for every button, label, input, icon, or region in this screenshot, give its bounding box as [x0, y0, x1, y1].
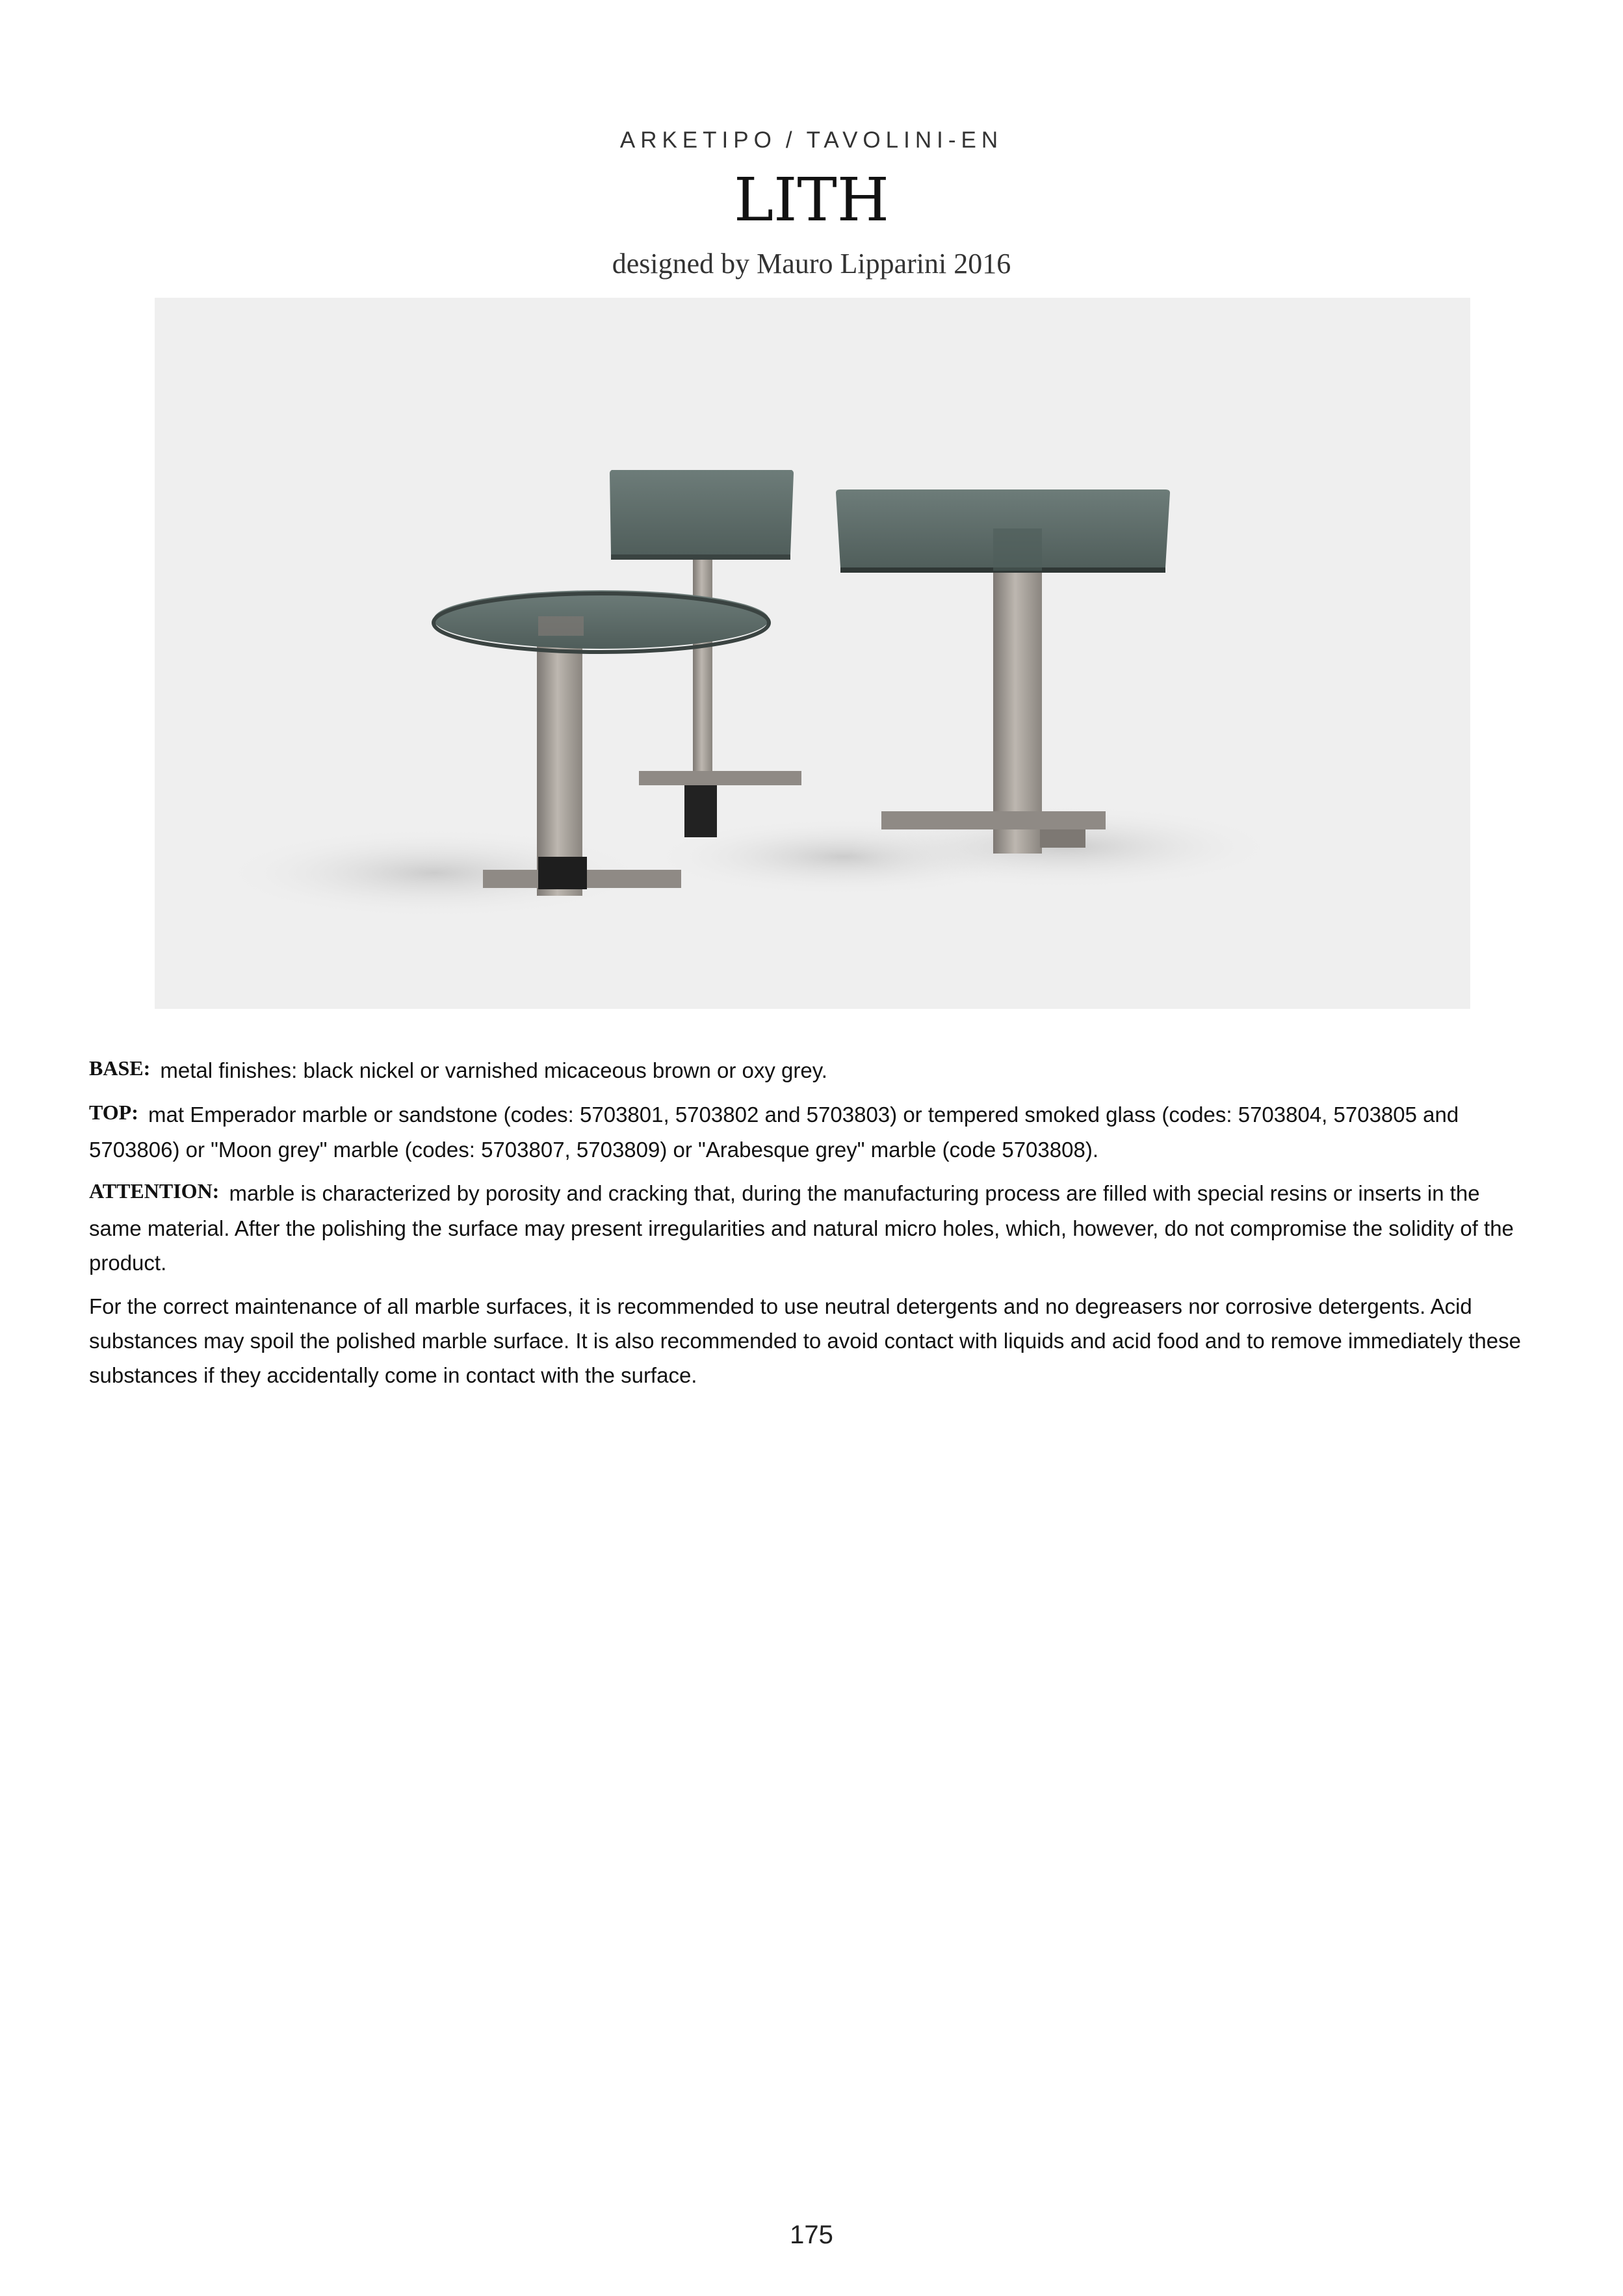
maintenance-paragraph: For the correct maintenance of all marble surfaces, it is recommended to use neutral detergents and no degreasers nor corrosive detergents. Acid substances may spoil the polished marble surface. It is also recommended to avoid contact with liquids and acid food and to remove immediately these substances if they accidentally come in contact with the surface. — [89, 1294, 1521, 1387]
attention-text: marble is characterized by porosity and cracking that, during the manufacturing process are filled with special resins or inserts in the same material. After the polishing the surface may present irregularities and natural micro holes, which, however, do not compromise the solidity of the product. — [89, 1181, 1514, 1275]
base-label: BASE: — [89, 1056, 151, 1080]
page-number: 175 — [790, 2221, 833, 2249]
coffee-tables-photo — [155, 298, 1470, 1009]
page-title: LITH — [733, 165, 890, 235]
top-paragraph — [89, 1097, 1532, 1167]
table-large — [836, 489, 1170, 854]
breadcrumb-category: TAVOLINI-EN — [806, 127, 1004, 153]
designer-credit: designed by Mauro Lipparini 2016 — [612, 248, 1011, 280]
product-description — [89, 1053, 1532, 1402]
attention-paragraph — [89, 1176, 1532, 1280]
top-label: TOP: — [89, 1101, 138, 1124]
table-medium — [610, 470, 801, 837]
base-paragraph — [89, 1053, 1532, 1088]
attention-label: ATTENTION: — [89, 1179, 220, 1203]
breadcrumb-brand: ARKETIPO — [619, 127, 777, 153]
breadcrumb-separator: / — [785, 127, 798, 153]
top-text: mat Emperador marble or sandstone (codes: 5703801, 5703802 and 5703803) or tempered smoked glass (codes: 5703804, 5703805 and 5703806) or "Moon grey" marble (codes: 5703807, 5703809) or "Arabesque grey" marble (code 5703808). — [89, 1102, 1459, 1162]
base-text: metal finishes: black nickel or varnished micaceous brown or oxy grey. — [160, 1058, 827, 1082]
breadcrumb — [0, 127, 1623, 153]
